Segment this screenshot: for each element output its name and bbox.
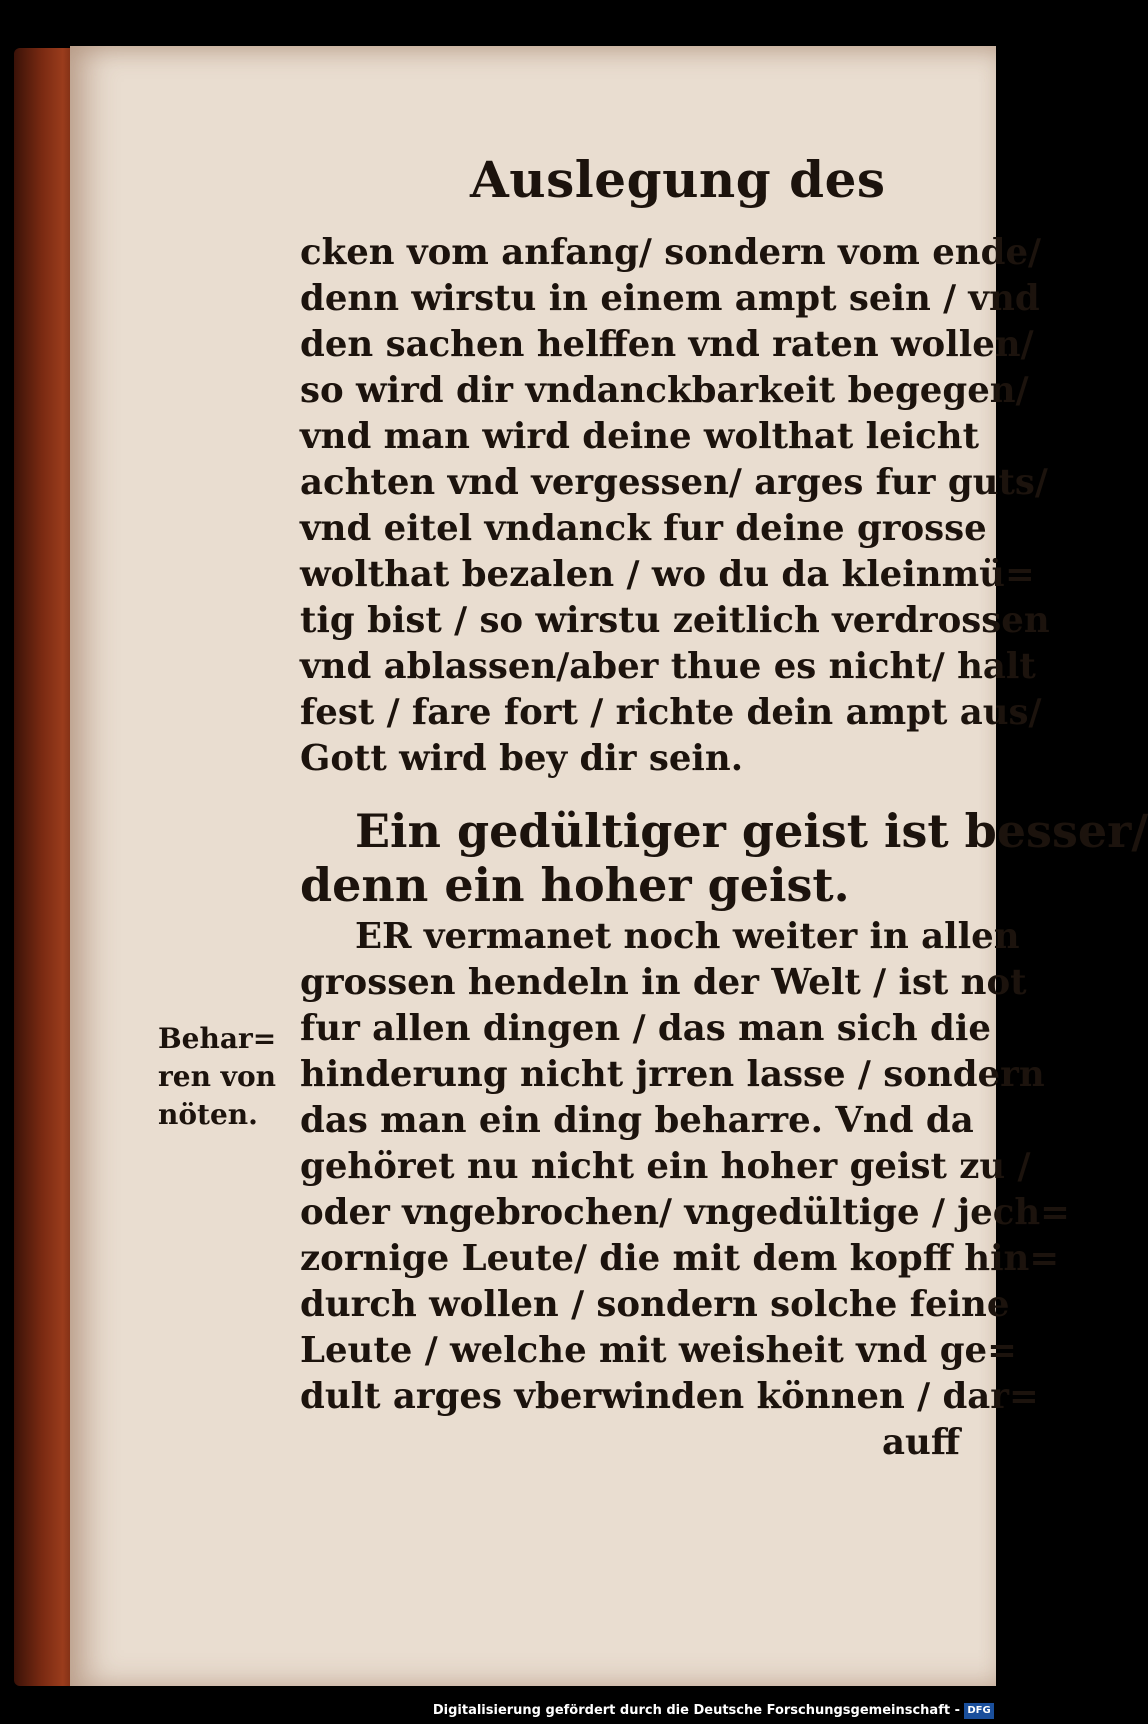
text-block xyxy=(300,230,1148,1466)
funding-credit: Digitalisierung gefördert durch die Deutsche Forschungsgemeinschaft - xyxy=(432,1703,960,1718)
marginal-line: Behar= xyxy=(158,1022,277,1055)
section-line: zornige Leute/ die mit dem kopff hin= xyxy=(300,1238,1060,1279)
section-line: gehöret nu nicht ein hoher geist zu / xyxy=(300,1146,1031,1187)
marginal-note xyxy=(158,1020,298,1134)
heading-line: denn ein hoher geist. xyxy=(300,858,850,912)
body-line: vnd ablassen/aber thue es nicht/ halt xyxy=(300,646,1036,687)
section-line: fur allen dingen / das man sich die xyxy=(300,1008,991,1049)
body-line: wolthat bezalen / wo du da kleinmü= xyxy=(300,554,1035,595)
section-line: grossen hendeln in der Welt / ist not xyxy=(300,962,1027,1003)
body-line: fest / fare fort / richte dein ampt aus/ xyxy=(300,692,1042,733)
body-line: denn wirstu in einem ampt sein / vnd xyxy=(300,278,1040,319)
section-line: hinderung nicht jrren lasse / sondern xyxy=(300,1054,1045,1095)
body-line: achten vnd vergessen/ arges fur guts/ xyxy=(300,462,1048,503)
running-header: Auslegung des xyxy=(470,150,886,209)
marginal-line: nöten. xyxy=(158,1098,258,1131)
dfg-logo: DFG xyxy=(964,1703,994,1719)
section-line: das man ein ding beharre. Vnd da xyxy=(300,1100,974,1141)
body-line: den sachen helffen vnd raten wollen/ xyxy=(300,324,1034,365)
section-line: durch wollen / sondern solche feine xyxy=(300,1284,1010,1325)
heading-line: Ein gedültiger geist ist besser/ xyxy=(355,804,1148,858)
section-paragraph xyxy=(300,914,1070,1466)
body-paragraph xyxy=(300,230,1050,782)
body-line: vnd eitel vndanck fur deine grosse xyxy=(300,508,987,549)
body-line: so wird dir vndanckbarkeit begegen/ xyxy=(300,370,1029,411)
body-line: Gott wird bey dir sein. xyxy=(300,738,744,779)
catchword: auff xyxy=(882,1422,960,1463)
section-heading xyxy=(300,804,1148,912)
marginal-line: ren von xyxy=(158,1060,276,1093)
section-line: ER vermanet noch weiter in allen xyxy=(355,916,1020,957)
section-line: dult arges vberwinden können / dar= xyxy=(300,1376,1039,1417)
body-line: vnd man wird deine wolthat leicht xyxy=(300,416,980,457)
section-line: Leute / welche mit weisheit vnd ge= xyxy=(300,1330,1017,1371)
section-line: oder vngebrochen/ vngedültige / jech= xyxy=(300,1192,1070,1233)
body-line: cken vom anfang/ sondern vom ende/ xyxy=(300,232,1041,273)
body-line: tig bist / so wirstu zeitlich verdrossen xyxy=(300,600,1050,641)
